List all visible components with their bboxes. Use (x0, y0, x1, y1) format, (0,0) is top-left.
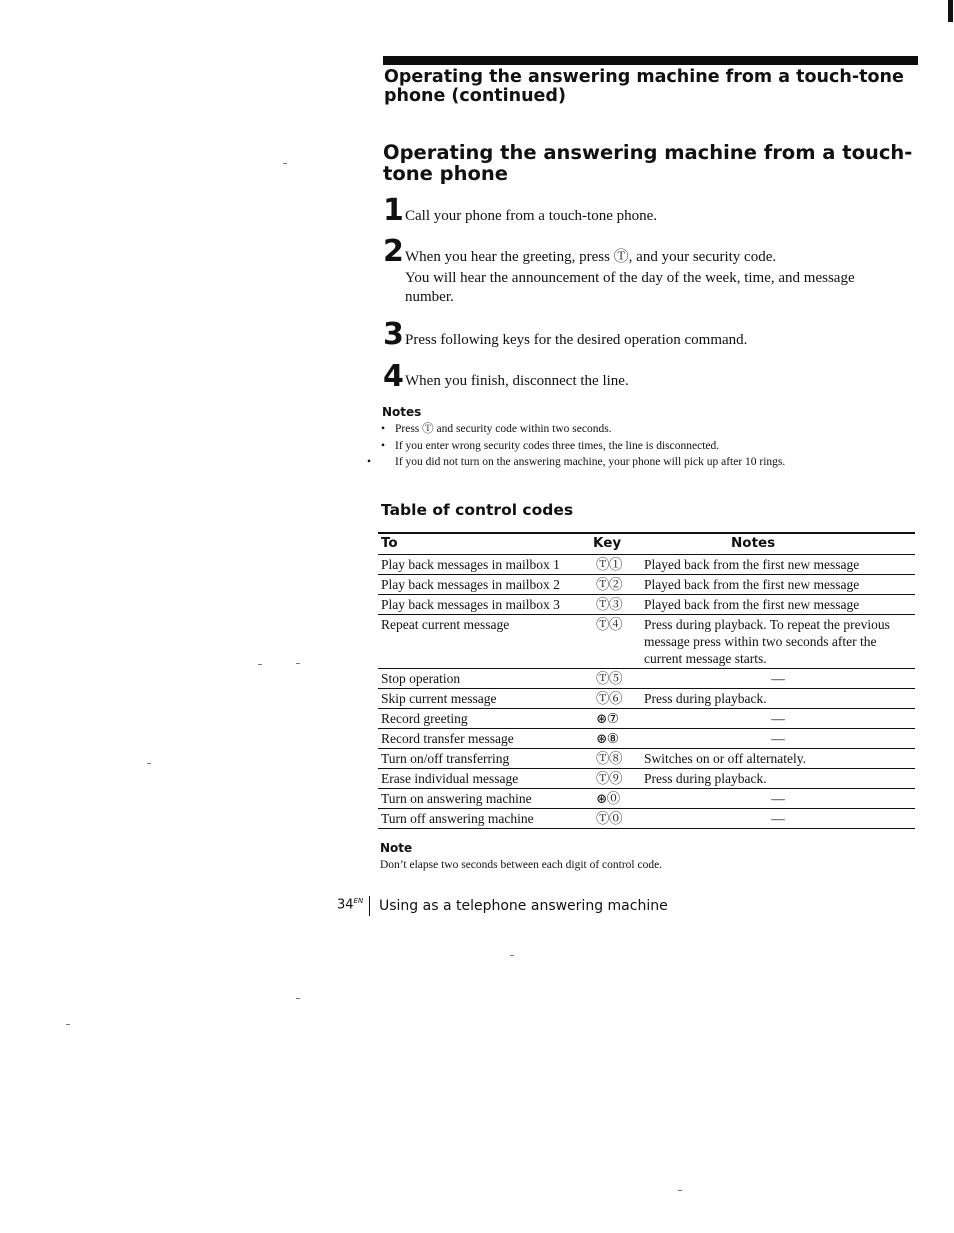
table-row (378, 555, 915, 575)
col-header-notes: Notes (731, 535, 776, 551)
page-number (337, 897, 363, 912)
cell-notes: Played back from the first new message (644, 597, 860, 612)
section-heading: Operating the answering machine from a touch-tone phone (383, 141, 913, 185)
footer-divider (369, 896, 370, 916)
cell-to: Play back messages in mailbox 1 (381, 557, 560, 572)
table-row (378, 669, 915, 689)
scan-speck (283, 163, 287, 164)
cell-notes: — (771, 711, 785, 726)
cell-key: Ⓣ⑥ (596, 691, 622, 706)
cell-to: Turn off answering machine (381, 811, 534, 826)
cell-notes: Press during playback. (644, 771, 767, 786)
scan-speck (66, 1024, 70, 1025)
cell-key: Ⓣ⑧ (596, 751, 622, 766)
table-row (378, 769, 915, 789)
scan-speck (296, 998, 300, 999)
cell-to: Repeat current message (381, 617, 510, 632)
note-item: • If you enter wrong security codes three times, the line is disconnected. (381, 440, 720, 452)
step-2-text: When you hear the greeting, press Ⓣ, and your security code. (405, 249, 777, 265)
continued-heading: Operating the answering machine from a touch-tone phone (continued) (384, 67, 904, 106)
cell-notes: — (771, 731, 785, 746)
cell-to: Record transfer message (381, 731, 514, 746)
scan-speck (296, 663, 300, 664)
cell-key: Ⓣ③ (596, 597, 622, 612)
control-codes-table (378, 532, 915, 829)
scan-speck (147, 763, 151, 764)
col-header-to: To (381, 535, 398, 551)
cell-key: ⊛⑧ (596, 731, 619, 746)
cell-notes: — (771, 811, 785, 826)
note-item-text: If you did not turn on the answering machine, your phone will pick up after 10 rings. (395, 456, 786, 468)
cell-key: Ⓣ② (596, 577, 622, 592)
table-row (378, 809, 915, 829)
cell-key: Ⓣ① (596, 557, 622, 572)
cell-notes: Switches on or off alternately. (644, 751, 806, 766)
page-number-suffix: EN (353, 897, 364, 905)
table-row (378, 749, 915, 769)
cell-notes: Played back from the first new message (644, 577, 860, 592)
page-edge-mark (948, 0, 953, 22)
footer-section-title: Using as a telephone answering machine (379, 898, 668, 914)
note-item: • If you did not turn on the answering machine, your phone will pick up after 10 rings. (367, 456, 786, 468)
step-4-number: 4 (383, 359, 404, 394)
cell-to: Turn on/off transferring (381, 751, 510, 766)
cell-to: Turn on answering machine (381, 791, 532, 806)
cell-key: ⊛⓪ (596, 791, 620, 806)
col-header-key: Key (593, 535, 622, 551)
step-3-text: Press following keys for the desired operation command. (405, 332, 748, 348)
cell-to: Record greeting (381, 711, 468, 726)
cell-key: Ⓣ⑨ (596, 771, 622, 786)
table-row (378, 615, 915, 669)
cell-to: Skip current message (381, 691, 497, 706)
cell-notes: — (771, 671, 785, 686)
table-header-row (378, 533, 915, 555)
step-2-subtext: You will hear the announcement of the day of the week, time, and message number. (405, 270, 855, 305)
table-row (378, 789, 915, 809)
note-item: • Press Ⓣ and security code within two seconds. (381, 423, 612, 435)
cell-notes: Press during playback. To repeat the previous message press within two seconds after the current message starts. (644, 617, 890, 666)
scan-speck (678, 1190, 682, 1191)
table-row (378, 729, 915, 749)
cell-to: Stop operation (381, 671, 461, 686)
step-1-text: Call your phone from a touch-tone phone. (405, 208, 658, 224)
cell-notes: Press during playback. (644, 691, 767, 706)
step-1-number: 1 (383, 193, 404, 228)
header-rule (383, 56, 918, 65)
step-4-text: When you finish, disconnect the line. (405, 373, 629, 389)
scan-speck (510, 955, 514, 956)
cell-key: Ⓣ⑤ (596, 671, 622, 686)
notes-title: Notes (382, 405, 422, 419)
table-row (378, 595, 915, 615)
step-2-number: 2 (383, 234, 404, 269)
note-item-text: If you enter wrong security codes three times, the line is disconnected. (395, 440, 720, 452)
cell-key: Ⓣ⓪ (596, 811, 622, 826)
scan-speck (258, 664, 262, 665)
cell-notes: Played back from the first new message (644, 557, 860, 572)
cell-to: Play back messages in mailbox 3 (381, 597, 560, 612)
note-item-text: Press Ⓣ and security code within two seconds. (395, 423, 612, 435)
cell-key: ⊛⑦ (596, 711, 619, 726)
table-title: Table of control codes (381, 501, 574, 519)
note-title: Note (380, 841, 413, 855)
step-3-number: 3 (383, 317, 404, 352)
cell-to: Play back messages in mailbox 2 (381, 577, 560, 592)
cell-to: Erase individual message (381, 771, 519, 786)
table-row (378, 575, 915, 595)
cell-key: Ⓣ④ (596, 617, 622, 632)
table-row (378, 709, 915, 729)
cell-notes: — (771, 791, 785, 806)
note-text: Don’t elapse two seconds between each digit of control code. (380, 859, 663, 871)
page-number-value: 34 (337, 897, 354, 913)
table-row (378, 689, 915, 709)
